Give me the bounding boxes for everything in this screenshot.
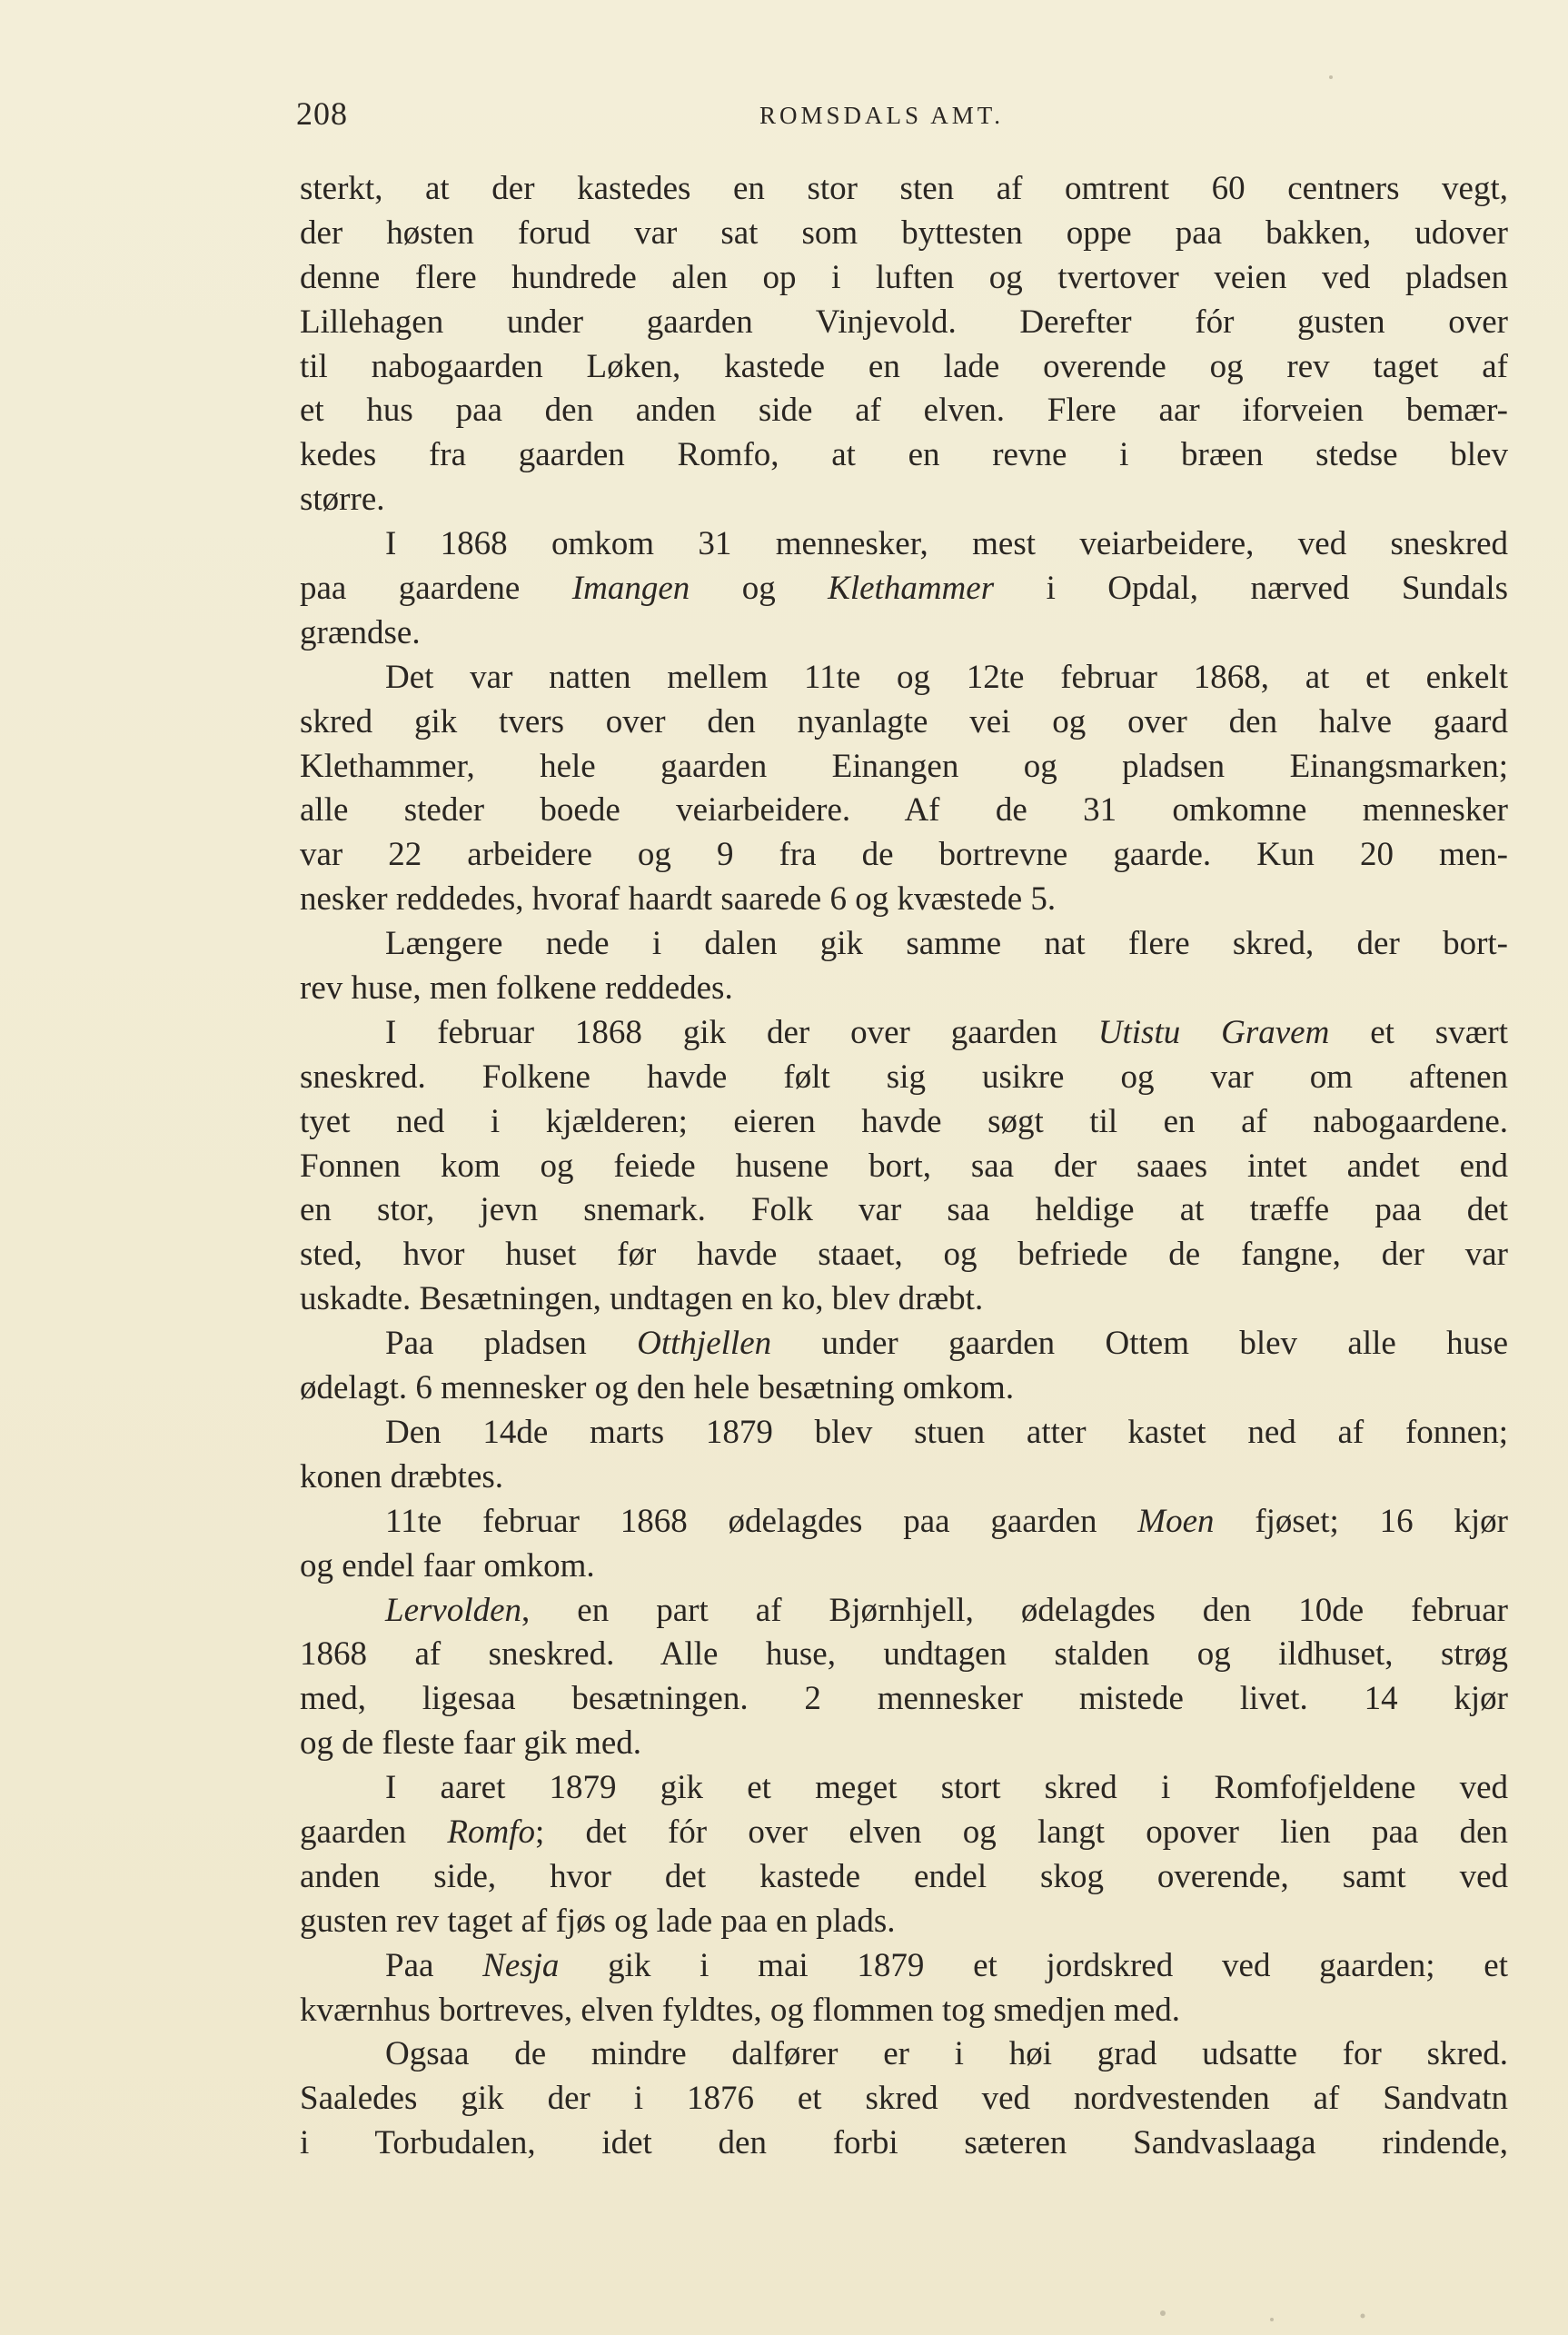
text-line: denne flere hundrede alen op i luften og tvertover veien ved pladsen bbox=[300, 258, 1508, 296]
page-header bbox=[296, 94, 1504, 149]
text-line bbox=[300, 1944, 1508, 1989]
text-line: sterkt, at der kastedes en stor sten af omtrent 60 centners vegt, bbox=[300, 170, 1508, 207]
text-run: 11te februar 1868 ødelagdes paa gaarden bbox=[385, 1502, 1138, 1540]
text-line: en stor, jevn snemark. Folk var saa heldige at træffe paa det bbox=[300, 1191, 1508, 1229]
running-head: ROMSDALS AMT. bbox=[759, 102, 1005, 129]
text-line bbox=[300, 567, 1508, 611]
text-run: og bbox=[690, 570, 829, 608]
text-run: ; det fór over elven og langt opover lien paa den bbox=[534, 1813, 1509, 1851]
text-line: Lillehagen under gaarden Vinjevold. Derefter fór gusten over bbox=[300, 303, 1508, 341]
italic-name: Romfo bbox=[447, 1813, 535, 1851]
text-line: til nabogaarden Løken, kastede en lade overende og rev taget af bbox=[300, 347, 1508, 385]
text-line bbox=[300, 1500, 1508, 1545]
italic-name: Nesja bbox=[482, 1946, 560, 1984]
italic-name: Lervolden bbox=[385, 1591, 522, 1629]
text-line: med, ligesaa besætningen. 2 mennesker mistede livet. 14 kjør bbox=[300, 1680, 1508, 1718]
text-line: alle steder boede veiarbeidere. Af de 31 omkomne mennesker bbox=[300, 791, 1508, 830]
text-run: gik i mai 1879 et jordskred ved gaarden; et bbox=[559, 1946, 1508, 1984]
text-line: sted, hvor huset før havde staaet, og befriede de fangne, der var bbox=[300, 1236, 1508, 1274]
text-run: , en part af Bjørnhjell, ødelagdes den 10de februar bbox=[521, 1591, 1508, 1629]
text-line: kedes fra gaarden Romfo, at en revne i bræen stedse blev bbox=[300, 436, 1508, 474]
text-run: under gaarden Ottem blev alle huse bbox=[771, 1325, 1508, 1363]
text-line: 1868 af sneskred. Alle huse, undtagen stalden og ildhuset, strøg bbox=[300, 1635, 1508, 1674]
text-line: i Torbudalen, idet den forbi sæteren Sandvaslaaga rindende, bbox=[300, 2124, 1508, 2162]
text-line bbox=[300, 1011, 1508, 1056]
text-line bbox=[300, 1322, 1508, 1366]
text-line: og endel faar omkom. bbox=[300, 1546, 595, 1585]
text-line: Klethammer, hele gaarden Einangen og pladsen Einangsmarken; bbox=[300, 747, 1508, 785]
italic-name: Klethammer bbox=[828, 570, 995, 608]
text-line: Længere nede i dalen gik samme nat flere skred, der bort- bbox=[385, 925, 1508, 963]
text-line: nesker reddedes, hvoraf haardt saarede 6 og kvæstede 5. bbox=[300, 880, 1057, 919]
text-line: anden side, hvor det kastede endel skog overende, samt ved bbox=[300, 1857, 1508, 1895]
text-line bbox=[300, 1589, 1508, 1634]
text-line: skred gik tvers over den nyanlagte vei og over den halve gaard bbox=[300, 702, 1508, 740]
text-line: sneskred. Folkene havde følt sig usikre og var om aftenen bbox=[300, 1058, 1508, 1096]
text-line: Saaledes gik der i 1876 et skred ved nordvestenden af Sandvatn bbox=[300, 2080, 1508, 2118]
text-run: et svært bbox=[1329, 1013, 1508, 1051]
text-line: gusten rev taget af fjøs og lade paa en plads. bbox=[300, 1902, 896, 1940]
text-line: I aaret 1879 gik et meget stort skred i Romfofjeldene ved bbox=[385, 1769, 1508, 1807]
text-run: Paa pladsen bbox=[385, 1325, 638, 1363]
italic-name: Moen bbox=[1137, 1502, 1215, 1540]
text-line: ødelagt. 6 mennesker og den hele besætning omkom. bbox=[300, 1369, 1015, 1407]
text-line: Det var natten mellem 11te og 12te februar 1868, at et enkelt bbox=[385, 658, 1508, 696]
text-line: I 1868 omkom 31 mennesker, mest veiarbeidere, ved sneskred bbox=[385, 525, 1508, 563]
text-line: konen dræbtes. bbox=[300, 1457, 504, 1495]
text-line: var 22 arbeidere og 9 fra de bortrevne gaarde. Kun 20 men- bbox=[300, 836, 1508, 874]
text-run: Paa bbox=[385, 1946, 483, 1984]
text-line: rev huse, men folkene reddedes. bbox=[300, 969, 733, 1008]
text-run: paa gaardene bbox=[300, 570, 572, 608]
italic-name: Utistu Gravem bbox=[1097, 1013, 1330, 1051]
text-line: der høsten forud var sat som byttesten oppe paa bakken, udover bbox=[300, 214, 1508, 252]
text-run: I februar 1868 gik der over gaarden bbox=[385, 1013, 1098, 1051]
text-run: gaarden bbox=[300, 1813, 448, 1851]
text-line: Ogsaa de mindre dalfører er i høi grad udsatte for skred. bbox=[385, 2035, 1508, 2073]
text-line: Fonnen kom og feiede husene bort, saa der saaes intet andet end bbox=[300, 1147, 1508, 1185]
text-run: fjøset; 16 kjør bbox=[1214, 1502, 1508, 1540]
text-line: et hus paa den anden side af elven. Flere aar iforveien bemær- bbox=[300, 392, 1508, 430]
text-line: uskadte. Besætningen, undtagen en ko, blev dræbt. bbox=[300, 1280, 984, 1318]
body-text bbox=[300, 167, 1508, 2166]
page-number: 208 bbox=[296, 95, 348, 132]
text-run: i Opdal, nærved Sundals bbox=[994, 570, 1508, 608]
italic-name: Otthjellen bbox=[637, 1325, 772, 1363]
text-line: grændse. bbox=[300, 613, 421, 651]
text-line: og de fleste faar gik med. bbox=[300, 1724, 642, 1763]
text-line: Den 14de marts 1879 blev stuen atter kastet ned af fonnen; bbox=[385, 1413, 1508, 1451]
text-line bbox=[300, 1811, 1508, 1855]
text-line: kværnhus bortreves, elven fyldtes, og flommen tog smedjen med. bbox=[300, 1991, 1181, 2029]
text-line: større. bbox=[300, 481, 385, 519]
italic-name: Imangen bbox=[571, 570, 690, 608]
text-line: tyet ned i kjælderen; eieren havde søgt til en af nabogaardene. bbox=[300, 1102, 1508, 1140]
